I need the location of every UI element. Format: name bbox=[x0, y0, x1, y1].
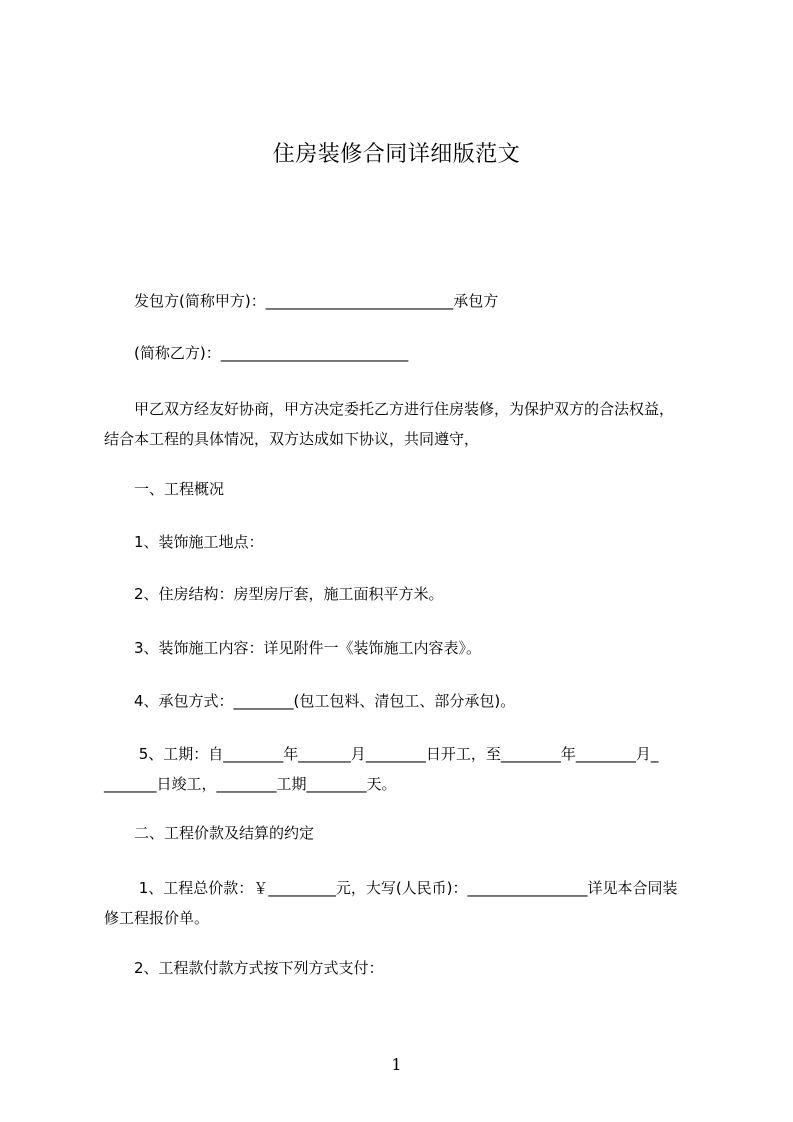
section-2-heading: 二、工程价款及结算的约定 bbox=[104, 824, 315, 842]
section-1-item-5-row-1: 5、工期：自________年_______月________日开工，至________年________月_ bbox=[104, 745, 659, 763]
preamble-row-2: 结合本工程的具体情况，双方达成如下协议，共同遵守， bbox=[104, 430, 480, 448]
section-1-item-4: 4、承包方式：________(包工包料、清包工、部分承包)。 bbox=[104, 692, 516, 710]
section-1-item-5 bbox=[104, 739, 714, 799]
section-1-item-3: 3、装饰施工内容：详见附件一《装饰施工内容表》。 bbox=[104, 639, 482, 657]
party-a-line: 发包方(简称甲方)：_________________________承包方 bbox=[104, 292, 499, 310]
party-b-line: (简称乙方)：_________________________ bbox=[104, 344, 409, 362]
section-1-item-1: 1、装饰施工地点： bbox=[104, 533, 264, 551]
preamble-paragraph bbox=[104, 394, 714, 454]
section-1-heading: 一、工程概况 bbox=[104, 480, 225, 498]
page-number: 1 bbox=[391, 1055, 402, 1074]
preamble-row-1: 甲乙双方经友好协商，甲方决定委托乙方进行住房装修，为保护双方的合法权益， bbox=[104, 400, 675, 418]
section-1-item-5-row-2: _______日竣工，________工期________天。 bbox=[104, 775, 397, 793]
section-1-item-2: 2、住房结构：房型房厅套，施工面积平方米。 bbox=[104, 585, 444, 603]
section-2-item-1-row-1: 1、工程总价款：￥_________元，大写(人民币)：________________详见本合同装 bbox=[104, 879, 678, 897]
document-title: 住房装修合同详细版范文 bbox=[272, 142, 521, 167]
section-2-item-1-row-2: 修工程报价单。 bbox=[104, 909, 210, 927]
section-2-item-2: 2、工程款付款方式按下列方式支付： bbox=[104, 959, 384, 977]
section-2-item-1 bbox=[104, 873, 714, 933]
